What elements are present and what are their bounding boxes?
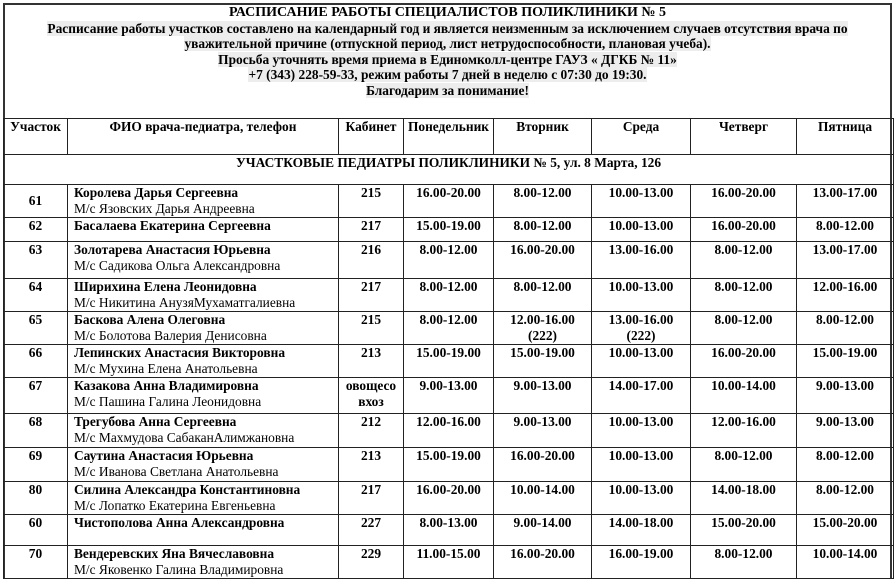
doctor-cell — [68, 448, 339, 482]
schedule-tue — [494, 312, 592, 345]
time-value: 16.00-20.00 — [711, 185, 776, 200]
schedule-fri — [797, 448, 894, 482]
table-row — [4, 414, 894, 448]
schedule-thu — [691, 515, 797, 546]
column-header-row — [4, 119, 894, 155]
cabinet-value: 217 — [360, 279, 382, 294]
schedule-mon — [404, 546, 494, 579]
schedule-fri — [797, 482, 894, 515]
time-value: 14.00-17.00 — [608, 378, 674, 393]
time-value: 8.00-12.00 — [815, 448, 875, 463]
nurse-name: М/с Яковенко Галина Владимировна — [74, 562, 284, 577]
cabinet-value: 227 — [360, 515, 382, 530]
schedule-tue — [494, 279, 592, 312]
doctor-name: Королева Дарья Сергеевна — [74, 185, 239, 200]
doctor-cell — [68, 242, 339, 279]
district-value: 70 — [28, 546, 43, 561]
time-value: 16.00-20.00 — [510, 242, 575, 257]
schedule-mon — [404, 242, 494, 279]
schedule-thu — [691, 279, 797, 312]
doctor-name: Казакова Анна Владимировна — [74, 378, 259, 393]
time-value: 16.00-20.00 — [510, 448, 575, 463]
schedule-thu — [691, 312, 797, 345]
schedule-thu — [691, 218, 797, 242]
schedule-thu — [691, 482, 797, 515]
time-value: 10.00-14.00 — [812, 546, 878, 561]
intro-line-4: +7 (343) 228-59-33, режим работы 7 дней в неделю с 07:30 до 19:30. — [248, 67, 647, 83]
schedule-thu — [691, 345, 797, 378]
schedule-wed — [592, 448, 691, 482]
nurse-name: М/с Иванова Светлана Анатольевна — [74, 464, 279, 479]
col-friday: Пятница — [797, 119, 894, 155]
doctor-cell — [68, 218, 339, 242]
table-row — [4, 242, 894, 279]
schedule-mon — [404, 185, 494, 218]
col-doctor: ФИО врача-педиатра, телефон — [68, 119, 339, 155]
schedule-fri — [797, 279, 894, 312]
time-value: 10.00-14.00 — [510, 482, 575, 497]
doctor-name: Басалаева Екатерина Сергеевна — [74, 218, 271, 233]
nurse-name: М/с Садикова Ольга Александровна — [74, 258, 281, 273]
cabinet-cell — [339, 345, 404, 378]
time-value: 8.00-13.00 — [419, 515, 478, 530]
time-value: 10.00-13.00 — [608, 279, 674, 294]
intro-line-5: Благодарим за понимание! — [366, 82, 529, 98]
table-row — [4, 448, 894, 482]
time-value: 13.00-16.00 — [608, 312, 674, 327]
district-value: 80 — [28, 482, 43, 497]
time-value: 10.00-14.00 — [711, 378, 776, 393]
district-value: 67 — [28, 378, 43, 393]
time-value: 8.00-12.00 — [714, 312, 773, 327]
cabinet-value: 215 — [360, 312, 382, 327]
time-value: 10.00-13.00 — [608, 218, 674, 233]
time-value: 8.00-12.00 — [513, 218, 572, 233]
time-value: 15.00-19.00 — [812, 345, 878, 360]
time-value: 16.00-20.00 — [510, 546, 575, 561]
schedule-tue — [494, 185, 592, 218]
district-number — [4, 185, 68, 218]
district-number — [4, 312, 68, 345]
nurse-name: М/с Болотова Валерия Денисовна — [74, 328, 267, 343]
district-value: 65 — [28, 312, 43, 327]
district-number — [4, 242, 68, 279]
schedule-header — [5, 5, 890, 99]
cabinet-cell — [339, 546, 404, 579]
time-value: 11.00-15.00 — [416, 546, 481, 561]
time-value: 13.00-17.00 — [812, 242, 878, 257]
table-row — [4, 185, 894, 218]
district-number — [4, 448, 68, 482]
schedule-tue — [494, 448, 592, 482]
col-cabinet: Кабинет — [339, 119, 404, 155]
time-value: 10.00-13.00 — [608, 185, 674, 200]
time-value: 10.00-13.00 — [608, 414, 674, 429]
cabinet-cell — [339, 185, 404, 218]
schedule-mon — [404, 218, 494, 242]
time-value: 13.00-17.00 — [812, 185, 878, 200]
schedule-wed — [592, 218, 691, 242]
time-value: 10.00-13.00 — [608, 482, 674, 497]
doctor-name: Лепинских Анастасия Викторовна — [74, 345, 286, 360]
cabinet-value: 213 — [360, 448, 382, 463]
schedule-fri — [797, 312, 894, 345]
district-value: 66 — [28, 345, 43, 360]
cabinet-cell — [339, 218, 404, 242]
nurse-name: М/с Никитина АнузяМухаматгалиевна — [74, 295, 296, 310]
schedule-mon — [404, 312, 494, 345]
cabinet-cell — [339, 515, 404, 546]
table-row — [4, 515, 894, 546]
document-title: РАСПИСАНИЕ РАБОТЫ СПЕЦИАЛИСТОВ ПОЛИКЛИНИКИ № 5 — [228, 5, 666, 20]
schedule-mon — [404, 345, 494, 378]
schedule-thu — [691, 546, 797, 579]
doctor-name: Чистополова Анна Александровна — [74, 515, 285, 530]
time-value: 15.00-20.00 — [711, 515, 776, 530]
time-value: 9.00-13.00 — [513, 414, 572, 429]
cabinet-value: 212 — [360, 414, 382, 429]
col-wednesday: Среда — [592, 119, 691, 155]
nurse-name: М/с Пашина Галина Леонидовна — [74, 394, 262, 409]
schedule-thu — [691, 414, 797, 448]
schedule-mon — [404, 378, 494, 414]
district-number — [4, 279, 68, 312]
schedule-thu — [691, 242, 797, 279]
col-tuesday: Вторник — [494, 119, 592, 155]
table-row — [4, 482, 894, 515]
cabinet-cell — [339, 312, 404, 345]
schedule-tue — [494, 546, 592, 579]
time-value: 8.00-12.00 — [513, 185, 572, 200]
district-value: 62 — [28, 218, 43, 233]
col-thursday: Четверг — [691, 119, 797, 155]
time-value: 8.00-12.00 — [815, 482, 875, 497]
schedule-tue — [494, 482, 592, 515]
nurse-name: М/с Язовских Дарья Андреевна — [74, 201, 255, 216]
doctor-cell — [68, 546, 339, 579]
intro-line-2: уважительной причине (отпускной период, лист нетрудоспособности, плановая учеба). — [184, 36, 711, 52]
cabinet-cell — [339, 482, 404, 515]
table-row — [4, 312, 894, 345]
section-title: УЧАСТКОВЫЕ ПЕДИАТРЫ ПОЛИКЛИНИКИ № 5, ул. 8 Марта, 126 — [4, 155, 894, 185]
time-value: 8.00-12.00 — [419, 312, 478, 327]
time-value: 14.00-18.00 — [711, 482, 776, 497]
cabinet-value: 215 — [360, 185, 382, 200]
table-row — [4, 378, 894, 414]
district-value: 68 — [28, 414, 43, 429]
doctor-cell — [68, 515, 339, 546]
cabinet-cell — [339, 279, 404, 312]
table-row — [4, 218, 894, 242]
time-value: 8.00-12.00 — [714, 279, 773, 294]
district-value: 64 — [28, 279, 43, 294]
schedule-mon — [404, 414, 494, 448]
time-value: 9.00-13.00 — [419, 378, 478, 393]
schedule-fri — [797, 546, 894, 579]
time-value: 10.00-13.00 — [608, 345, 674, 360]
time-value: 8.00-12.00 — [815, 312, 875, 327]
schedule-tue — [494, 414, 592, 448]
time-value: 8.00-12.00 — [513, 279, 572, 294]
table-row — [4, 546, 894, 579]
schedule-tue — [494, 515, 592, 546]
schedule-fri — [797, 378, 894, 414]
schedule-wed — [592, 242, 691, 279]
time-value: 8.00-12.00 — [419, 279, 478, 294]
time-value: 8.00-12.00 — [714, 448, 773, 463]
cabinet-cell — [339, 378, 404, 414]
district-value: 63 — [28, 242, 43, 257]
schedule-wed — [592, 515, 691, 546]
room-note: (222) — [626, 328, 656, 343]
cabinet-value: 217 — [360, 218, 382, 233]
cabinet-value: овощесо вхоз — [345, 378, 397, 409]
schedule-mon — [404, 279, 494, 312]
doctor-name: Саутина Анастасия Юрьевна — [74, 448, 254, 463]
doctor-name: Ширихина Елена Леонидовна — [74, 279, 257, 294]
schedule-fri — [797, 185, 894, 218]
schedule-wed — [592, 414, 691, 448]
time-value: 15.00-19.00 — [416, 345, 481, 360]
district-value: 60 — [28, 515, 43, 530]
schedule-tue — [494, 242, 592, 279]
doctor-name: Вендеревских Яна Вячеславовна — [74, 546, 275, 561]
room-note: (222) — [527, 328, 557, 343]
doctor-cell — [68, 279, 339, 312]
doctor-cell — [68, 345, 339, 378]
cabinet-cell — [339, 448, 404, 482]
schedule-table — [3, 118, 894, 579]
cabinet-value: 216 — [360, 242, 382, 257]
doctor-name: Трегубова Анна Сергеевна — [74, 414, 237, 429]
table-row — [4, 345, 894, 378]
district-number — [4, 414, 68, 448]
schedule-mon — [404, 515, 494, 546]
schedule-wed — [592, 546, 691, 579]
schedule-thu — [691, 378, 797, 414]
doctor-cell — [68, 378, 339, 414]
time-value: 9.00-13.00 — [815, 378, 875, 393]
time-value: 8.00-12.00 — [714, 546, 773, 561]
time-value: 8.00-12.00 — [419, 242, 478, 257]
time-value: 9.00-14.00 — [513, 515, 572, 530]
schedule-tue — [494, 378, 592, 414]
district-number — [4, 482, 68, 515]
time-value: 16.00-20.00 — [711, 218, 776, 233]
district-value: 69 — [28, 448, 43, 463]
nurse-name: М/с Махмудова СабаканАлимжановна — [74, 430, 295, 445]
time-value: 12.00-16.00 — [416, 414, 481, 429]
time-value: 9.00-13.00 — [513, 378, 572, 393]
schedule-tue — [494, 218, 592, 242]
time-value: 16.00-19.00 — [608, 546, 674, 561]
nurse-name: М/с Мухина Елена Анатольевна — [74, 361, 258, 376]
district-number — [4, 218, 68, 242]
time-value: 15.00-19.00 — [416, 448, 481, 463]
doctor-name: Золотарева Анастасия Юрьевна — [74, 242, 271, 257]
district-number — [4, 345, 68, 378]
schedule-wed — [592, 279, 691, 312]
schedule-wed — [592, 312, 691, 345]
time-value: 16.00-20.00 — [416, 185, 481, 200]
time-value: 12.00-16.00 — [711, 414, 776, 429]
col-monday: Понедельник — [404, 119, 494, 155]
cabinet-value: 213 — [360, 345, 382, 360]
district-number — [4, 515, 68, 546]
schedule-fri — [797, 218, 894, 242]
schedule-mon — [404, 448, 494, 482]
district-number — [4, 378, 68, 414]
doctor-name: Силина Александра Константиновна — [74, 482, 301, 497]
time-value: 15.00-19.00 — [416, 218, 481, 233]
time-value: 12.00-16.00 — [812, 279, 878, 294]
time-value: 8.00-12.00 — [815, 218, 875, 233]
time-value: 12.00-16.00 — [510, 312, 575, 327]
schedule-thu — [691, 185, 797, 218]
time-value: 15.00-19.00 — [510, 345, 575, 360]
cabinet-value: 217 — [360, 482, 382, 497]
schedule-fri — [797, 242, 894, 279]
doctor-cell — [68, 312, 339, 345]
district-number — [4, 546, 68, 579]
col-district: Участок — [4, 119, 68, 155]
schedule-mon — [404, 482, 494, 515]
time-value: 16.00-20.00 — [711, 345, 776, 360]
district-value: 61 — [28, 193, 43, 208]
time-value: 15.00-20.00 — [812, 515, 878, 530]
doctor-cell — [68, 185, 339, 218]
cabinet-cell — [339, 414, 404, 448]
schedule-wed — [592, 345, 691, 378]
section-row — [4, 155, 894, 185]
time-value: 8.00-12.00 — [714, 242, 773, 257]
intro-line-1: Расписание работы участков составлено на календарный год и является неизменным за исключением случаев отсутствия врача по — [47, 20, 848, 36]
time-value: 10.00-13.00 — [608, 448, 674, 463]
cabinet-cell — [339, 242, 404, 279]
doctor-name: Баскова Алена Олеговна — [74, 312, 226, 327]
time-value: 16.00-20.00 — [416, 482, 481, 497]
schedule-wed — [592, 378, 691, 414]
time-value: 13.00-16.00 — [608, 242, 674, 257]
time-value: 9.00-13.00 — [815, 414, 875, 429]
time-value: 14.00-18.00 — [608, 515, 674, 530]
schedule-wed — [592, 185, 691, 218]
schedule-fri — [797, 414, 894, 448]
cabinet-value: 229 — [360, 546, 382, 561]
schedule-thu — [691, 448, 797, 482]
schedule-wed — [592, 482, 691, 515]
table-row — [4, 279, 894, 312]
schedule-tue — [494, 345, 592, 378]
intro-line-3: Просьба уточнять время приема в Единомколл-центре ГАУЗ « ДГКБ № 11» — [218, 51, 677, 67]
doctor-cell — [68, 414, 339, 448]
schedule-fri — [797, 345, 894, 378]
nurse-name: М/с Лопатко Екатерина Евгеньевна — [74, 498, 276, 513]
schedule-fri — [797, 515, 894, 546]
doctor-cell — [68, 482, 339, 515]
